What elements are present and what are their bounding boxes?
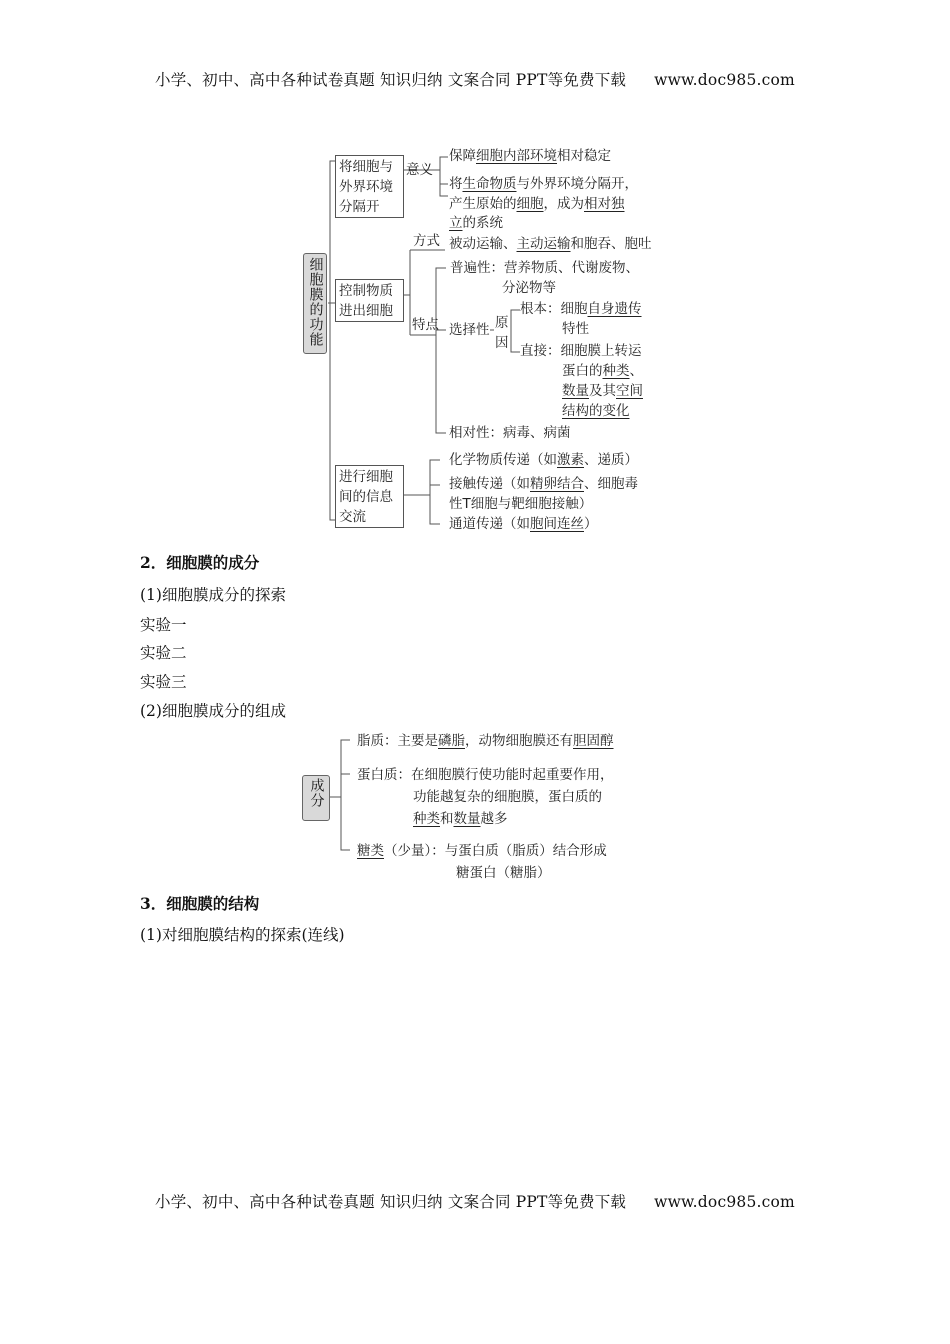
protein-line2: 功能越复杂的细胞膜，蛋白质的	[413, 789, 602, 805]
footer-url[interactable]: www.doc985.com	[654, 1193, 795, 1211]
text: 和	[440, 811, 454, 827]
cause-char-1: 原	[495, 315, 509, 331]
text: 根本：细胞	[520, 301, 588, 317]
underlined-term: 糖类	[357, 843, 384, 859]
text: ，动物细胞膜还有	[465, 733, 573, 749]
sugar-line2: 糖蛋白（糖脂）	[456, 865, 551, 881]
text: 保障	[449, 148, 476, 164]
footer-text: 小学、初中、高中各种试卷真题 知识归纳 文案合同 PPT等免费下载	[155, 1193, 627, 1211]
universal-line2: 分泌物等	[502, 280, 556, 296]
header-url[interactable]: www.doc985.com	[654, 71, 795, 89]
label-method: 方式	[413, 233, 440, 249]
branch3-line1: 进行细胞	[339, 469, 393, 485]
text: 、	[629, 363, 643, 379]
underlined-term: 胆固醇	[573, 733, 614, 749]
underlined-term: 结构的变化	[562, 403, 630, 419]
underlined-term: 细胞	[516, 196, 544, 212]
text: 将	[449, 176, 463, 192]
universal-line1: 普遍性：营养物质、代谢废物、	[450, 260, 639, 276]
branch2-line2: 进出细胞	[339, 303, 393, 319]
sugar-line1	[357, 841, 607, 861]
text: 及其	[589, 383, 616, 399]
composition-root-label: 成分	[308, 778, 325, 808]
underlined-term: 细胞内部环境	[476, 148, 557, 164]
page-footer	[0, 1190, 950, 1212]
relative-item: 相对性：病毒、病菌	[449, 425, 571, 441]
underlined-term: 种类	[602, 363, 630, 379]
experiment-2: 实验二	[140, 644, 187, 662]
underlined-term: 胞间连丝	[530, 516, 584, 532]
text: 和胞吞、胞吐	[570, 236, 652, 252]
text: 相对稳定	[557, 148, 611, 164]
branch1-line2: 外界环境	[339, 179, 393, 195]
text: 、细胞毒	[584, 476, 638, 492]
text: 的系统	[462, 215, 503, 231]
underlined-term: 自身遗传	[587, 301, 642, 317]
branch2-line1: 控制物质	[339, 283, 393, 299]
text: 与外界环境分隔开，	[516, 176, 638, 192]
section-2-1-title: (1)细胞膜成分的探索	[140, 586, 286, 604]
text: 脂质：主要是	[357, 733, 438, 749]
text: 蛋白的	[562, 363, 603, 379]
map-root-label: 细胞膜的功能	[307, 257, 324, 347]
text: 、递质）	[584, 452, 638, 468]
underlined-term: 种类	[413, 811, 440, 827]
underlined-term: 空间	[616, 383, 643, 399]
text: 越多	[480, 811, 508, 827]
section-3-title: 3．细胞膜的结构	[140, 894, 260, 913]
text: 接触传递（如	[449, 476, 530, 492]
text: ）	[584, 516, 598, 532]
text: 被动运输、	[449, 236, 517, 252]
section-3-1-title: (1)对细胞膜结构的探索(连线)	[140, 926, 345, 944]
direct-line1: 直接：细胞膜上转运	[520, 343, 642, 359]
underlined-term: 数量	[453, 811, 481, 827]
underlined-term: 立	[449, 215, 463, 231]
branch3-line2: 间的信息	[339, 489, 393, 505]
experiment-3: 实验三	[140, 673, 187, 691]
cause-char-2: 因	[495, 335, 509, 351]
protein-line1: 蛋白质：在细胞膜行使功能时起重要作用，	[357, 767, 614, 783]
branch1-line1: 将细胞与	[339, 159, 393, 175]
underlined-term: 生命物质	[462, 176, 517, 192]
label-meaning: 意义	[406, 162, 433, 178]
protein-line3	[413, 809, 508, 829]
text: 化学物质传递（如	[449, 452, 557, 468]
underlined-term: 主动运输	[516, 236, 571, 252]
branch1-line3: 分隔开	[339, 199, 380, 215]
underlined-term: 精卵结合	[530, 476, 584, 492]
section-2-2-title: (2)细胞膜成分的组成	[140, 702, 286, 720]
communication-item-2-line2: 性T细胞与靶细胞接触）	[449, 496, 593, 512]
underlined-term: 数量	[562, 383, 589, 399]
text: 通道传递（如	[449, 516, 530, 532]
text: （少量）：与蛋白质（脂质）结合形成	[384, 843, 607, 859]
section-2-title: 2．细胞膜的成分	[140, 553, 260, 572]
selective-label: 选择性	[449, 322, 490, 338]
underlined-term: 相对独	[584, 196, 625, 212]
fundamental-line2: 特性	[562, 321, 589, 337]
experiment-1: 实验一	[140, 616, 187, 634]
text: ，成为	[543, 196, 584, 212]
composition-root-node	[302, 775, 330, 821]
branch3-line3: 交流	[339, 509, 366, 525]
lipid-item	[357, 731, 614, 751]
header-text: 小学、初中、高中各种试卷真题 知识归纳 文案合同 PPT等免费下载	[155, 71, 627, 89]
underlined-term: 磷脂	[438, 733, 465, 749]
underlined-term: 激素	[557, 452, 584, 468]
label-feature: 特点	[412, 317, 439, 333]
text: 产生原始的	[449, 196, 517, 212]
